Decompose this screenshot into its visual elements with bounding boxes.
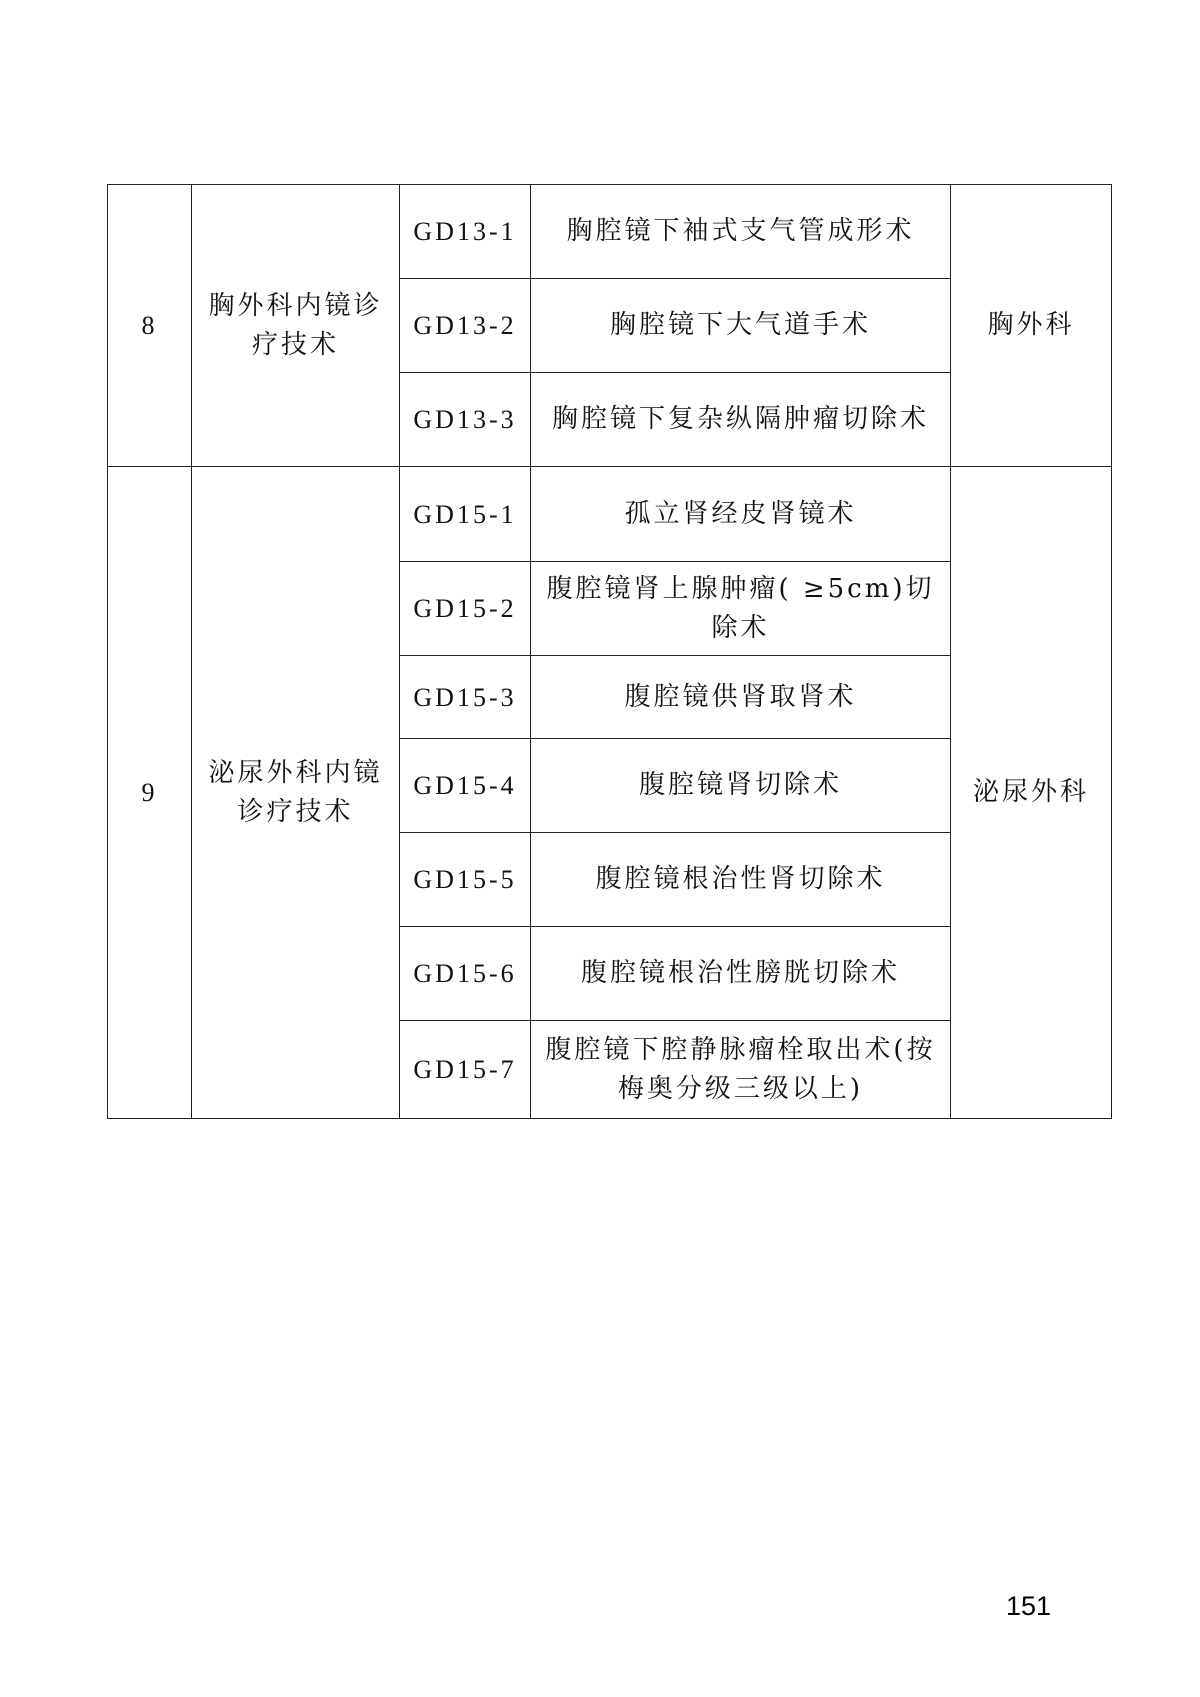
item-code: GD15-4 xyxy=(400,739,531,833)
item-name: 腹腔镜根治性膀胱切除术 xyxy=(531,927,951,1021)
item-code: GD15-2 xyxy=(400,562,531,656)
group-category: 泌尿外科内镜诊疗技术 xyxy=(192,467,400,1119)
item-code: GD13-3 xyxy=(400,373,531,467)
item-code: GD15-3 xyxy=(400,656,531,739)
item-name: 胸腔镜下大气道手术 xyxy=(531,279,951,373)
group-department: 泌尿外科 xyxy=(951,467,1112,1119)
item-code: GD13-1 xyxy=(400,185,531,279)
item-code: GD15-5 xyxy=(400,833,531,927)
item-name: 腹腔镜根治性肾切除术 xyxy=(531,833,951,927)
table-row xyxy=(108,467,1112,562)
page-number: 151 xyxy=(1006,1591,1052,1621)
item-code: GD15-7 xyxy=(400,1021,531,1119)
item-name: 孤立肾经皮肾镜术 xyxy=(531,467,951,562)
item-name: 胸腔镜下袖式支气管成形术 xyxy=(531,185,951,279)
group-index: 8 xyxy=(108,185,192,467)
item-code: GD15-6 xyxy=(400,927,531,1021)
item-name: 腹腔镜下腔静脉瘤栓取出术(按梅奥分级三级以上) xyxy=(531,1021,951,1119)
item-name: 腹腔镜供肾取肾术 xyxy=(531,656,951,739)
item-code: GD13-2 xyxy=(400,279,531,373)
item-name: 腹腔镜肾上腺肿瘤( ≥5cm)切除术 xyxy=(531,562,951,656)
group-index: 9 xyxy=(108,467,192,1119)
item-code: GD15-1 xyxy=(400,467,531,562)
item-name: 腹腔镜肾切除术 xyxy=(531,739,951,833)
item-name: 胸腔镜下复杂纵隔肿瘤切除术 xyxy=(531,373,951,467)
table-row xyxy=(108,185,1112,279)
group-category: 胸外科内镜诊疗技术 xyxy=(192,185,400,467)
procedure-table xyxy=(107,184,1112,1119)
group-department: 胸外科 xyxy=(951,185,1112,467)
